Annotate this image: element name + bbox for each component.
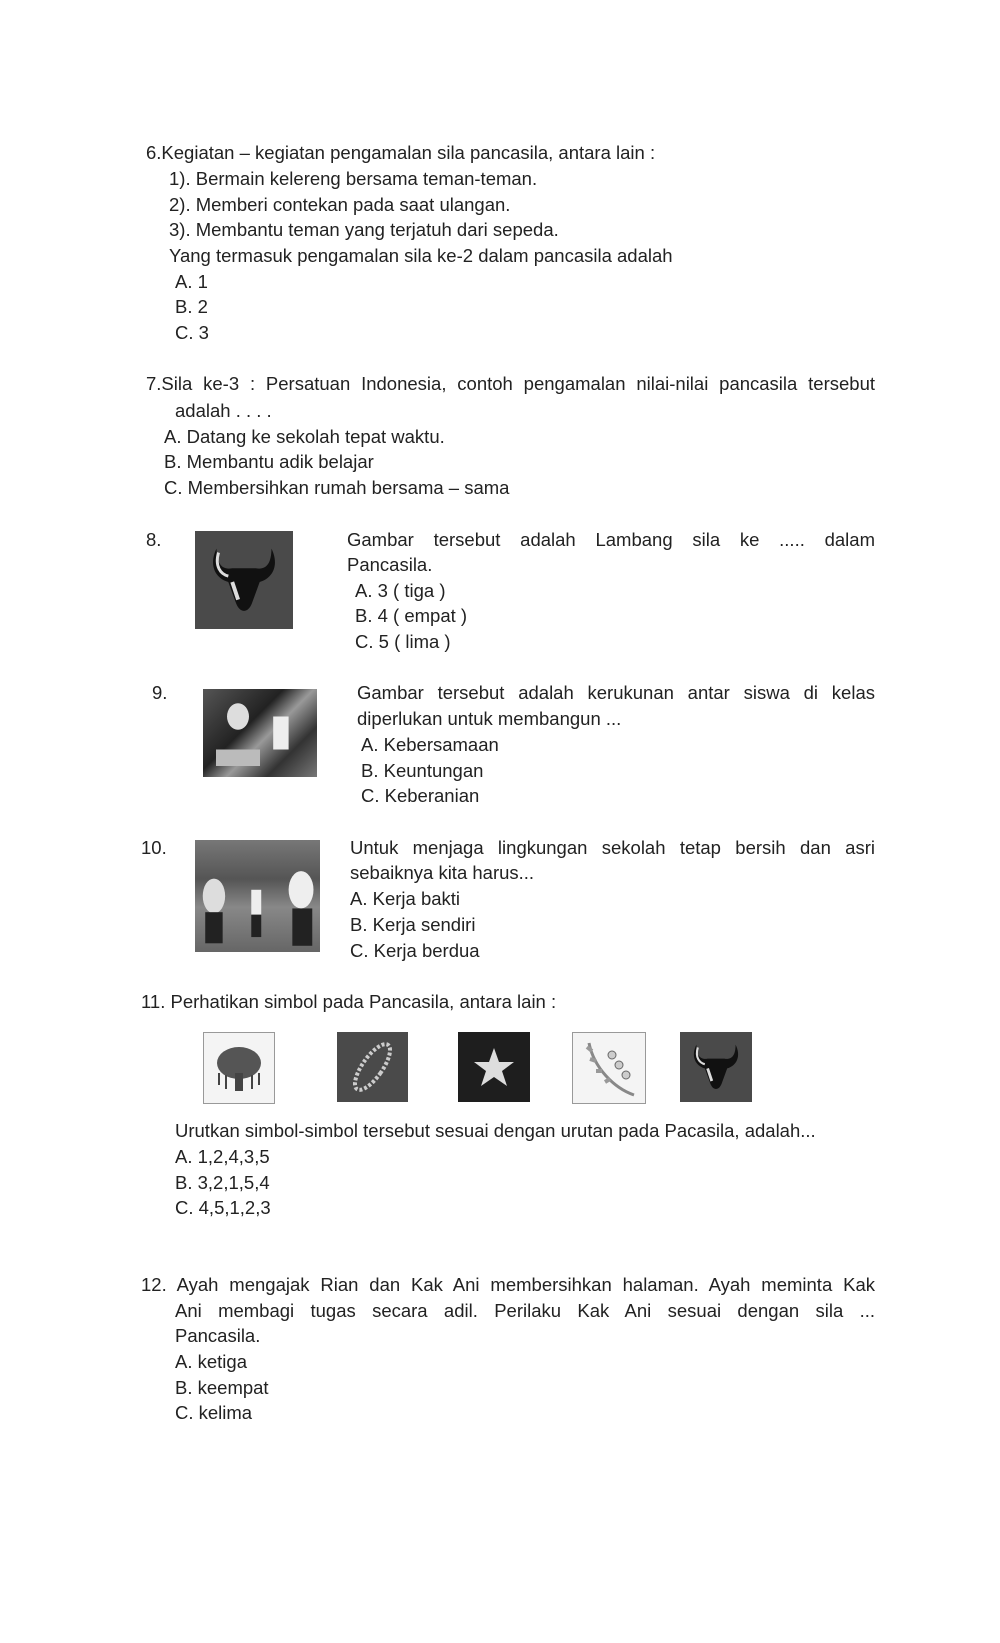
q11-option-c: C. 4,5,1,2,3 [175,1197,271,1218]
star-icon [458,1032,530,1102]
q10-number: 10. [141,837,167,858]
q6-option-c: C. 3 [175,322,209,343]
q6-item-1: 1). Bermain kelereng bersama teman-teman. [169,168,538,189]
q10-stem-line1: Untuk menjaga lingkungan sekolah tetap bersih dan asri [350,837,875,858]
students-cleaning-photo [195,840,320,952]
symbol-4 [572,1032,646,1104]
symbol-5 [680,1032,752,1102]
symbol-3 [458,1032,530,1102]
q12-stem-line1: 12. Ayah mengajak Rian dan Kak Ani membersihkan halaman. Ayah meminta Kak [141,1274,875,1295]
q8-number: 8. [146,529,162,550]
q7-stem-line1: 7.Sila ke-3 : Persatuan Indonesia, contoh pengamalan nilai-nilai pancasila tersebut [146,373,875,394]
q7-option-b: B. Membantu adik belajar [164,451,374,472]
q6-question: Yang termasuk pengamalan sila ke-2 dalam pancasila adalah [169,245,673,266]
q9-stem-line2: diperlukan untuk membangun ... [357,708,622,729]
q6-option-b: B. 2 [175,296,208,317]
q8-option-b: B. 4 ( empat ) [355,605,468,626]
q8-stem-line1: Gambar tersebut adalah Lambang sila ke ..... dalam [347,529,875,550]
q6-stem: 6.Kegiatan – kegiatan pengamalan sila pancasila, antara lain : [146,142,656,163]
q11-option-a: A. 1,2,4,3,5 [175,1146,270,1167]
bull-head-image [195,531,293,629]
q12-option-a: A. ketiga [175,1351,247,1372]
q9-number: 9. [152,682,168,703]
banyan-tree-icon [204,1033,274,1103]
q8-option-a: A. 3 ( tiga ) [355,580,446,601]
q7-option-c: C. Membersihkan rumah bersama – sama [164,477,510,498]
q8-stem-line2: Pancasila. [347,554,433,575]
q10-option-c: C. Kerja berdua [350,940,480,961]
q6-item-2: 2). Memberi contekan pada saat ulangan. [169,194,511,215]
symbol-2 [337,1032,408,1102]
q6-option-a: A. 1 [175,271,208,292]
chain-icon [337,1032,408,1102]
students-classroom-photo [203,689,317,777]
q9-option-c: C. Keberanian [361,785,480,806]
bull-head-icon [195,531,293,629]
q10-option-b: B. Kerja sendiri [350,914,476,935]
q11-option-b: B. 3,2,1,5,4 [175,1172,270,1193]
q7-stem-line2: adalah . . . . [175,400,272,421]
bull-head-icon [680,1032,752,1102]
q6-item-3: 3). Membantu teman yang terjatuh dari sepeda. [169,219,559,240]
q9-option-b: B. Keuntungan [361,760,484,781]
rice-cotton-icon [573,1033,645,1103]
q12-option-c: C. kelima [175,1402,253,1423]
q7-option-a: A. Datang ke sekolah tepat waktu. [164,426,445,447]
q10-option-a: A. Kerja bakti [350,888,461,909]
q12-option-b: B. keempat [175,1377,269,1398]
q10-stem-line2: sebaiknya kita harus... [350,862,535,883]
q12-stem-line3: Pancasila. [175,1325,261,1346]
q9-option-a: A. Kebersamaan [361,734,499,755]
q12-stem-line2: Ani membagi tugas secara adil. Perilaku Kak Ani sesuai dengan sila ... [175,1300,875,1321]
q8-option-c: C. 5 ( lima ) [355,631,451,652]
symbol-1 [203,1032,275,1104]
q9-stem-line1: Gambar tersebut adalah kerukunan antar siswa di kelas [357,682,875,703]
q11-stem: 11. Perhatikan simbol pada Pancasila, antara lain : [141,991,557,1012]
q11-question: Urutkan simbol-simbol tersebut sesuai dengan urutan pada Pacasila, adalah... [175,1120,816,1141]
